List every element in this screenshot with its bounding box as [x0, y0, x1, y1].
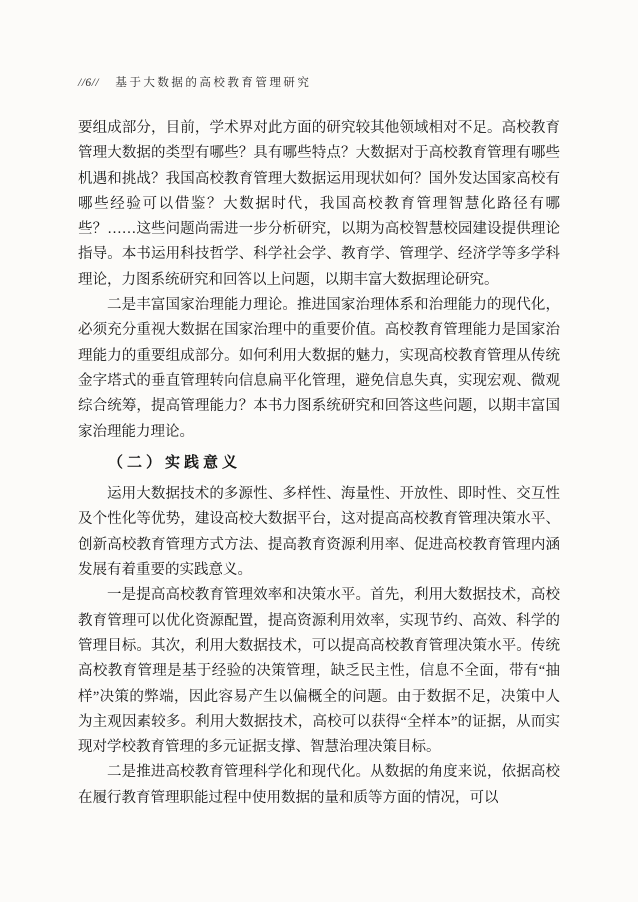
section-heading-practical-significance: （二）实践意义 [108, 454, 242, 471]
running-header [78, 74, 560, 90]
paragraph-point-one: 一是提高高校教育管理效率和决策水平。首先，利用大数据技术，高校教育管理可以优化资源配置，提高资源利用效率，实现节约、高效、科学的管理目标。其次，利用大数据技术，可以提高高校教育管理决策水平。传统高校教育管理是基于经验的决策管理，缺乏民主性，信息不全面，带有“抽样”决策的弊端，因此容易产生以偏概全的问题。由于数据不足，决策中人为主观因素较多。利用大数据技术，高校可以获得“全样本”的证据，从而实现对学校教育管理的多元证据支撑、智慧治理决策目标。 [78, 587, 560, 756]
page-number: //6// [78, 77, 100, 89]
book-title: 基于大数据的高校教育管理研究 [115, 77, 312, 89]
paragraph-practice-intro: 运用大数据技术的多源性、多样性、海量性、开放性、即时性、交互性及个性化等优势，建设高校大数据平台，这对提高高校教育管理决策水平、创新高校教育管理方式方法、提高教育资源利用率、促进高校教育管理内涵发展有着重要的实践意义。 [78, 486, 560, 579]
page-body [78, 116, 560, 811]
paragraph-point-two: 二是推进高校教育管理科学化和现代化。从数据的角度来说，依据高校在履行教育管理职能过程中使用数据的量和质等方面的情况，可以 [78, 764, 560, 806]
paragraph-governance-theory: 二是丰富国家治理能力理论。推进国家治理体系和治理能力的现代化，必须充分重视大数据在国家治理中的重要价值。高校教育管理能力是国家治理能力的重要组成部分。如何利用大数据的魅力，实现高校教育管理从传统金字塔式的垂直管理转向信息扁平化管理，避免信息失真，实现宏观、微观综合统筹，提高管理能力？本书力图系统研究和回答这些问题，以期丰富国家治理能力理论。 [78, 297, 560, 440]
paragraph-continued: 要组成部分，目前，学术界对此方面的研究较其他领域相对不足。高校教育管理大数据的类型有哪些？具有哪些特点？大数据对于高校教育管理有哪些机遇和挑战？我国高校教育管理大数据运用现状如何？国外发达国家高校有哪些经验可以借鉴？大数据时代，我国高校教育管理智慧化路径有哪些？……这些问题尚需进一步分析研究，以期为高校智慧校园建设提供理论指导。本书运用科技哲学、科学社会学、教育学、管理学、经济学等多学科理论，力图系统研究和回答以上问题，以期丰富大数据理论研究。 [78, 120, 560, 288]
